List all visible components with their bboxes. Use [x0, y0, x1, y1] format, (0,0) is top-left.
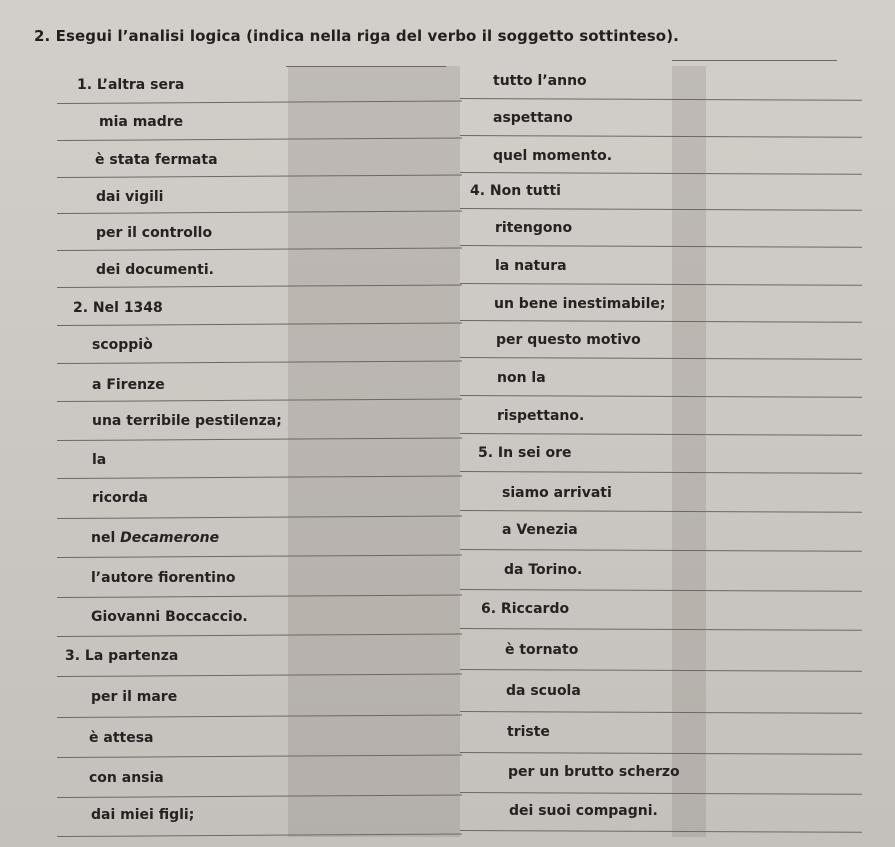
row-divider — [460, 628, 862, 631]
left-cell: per il mare — [91, 689, 178, 705]
row-divider — [460, 792, 862, 795]
right-cell: per un brutto scherzo — [508, 764, 680, 780]
right-cell: 5. In sei ore — [478, 445, 572, 461]
right-cell: da Torino. — [504, 562, 583, 578]
right-cell: dei suoi compagni. — [509, 803, 658, 819]
row-divider — [460, 669, 862, 672]
right-cell: ritengono — [495, 220, 573, 236]
left-cell: la — [92, 452, 107, 468]
row-divider — [460, 98, 862, 101]
answer-column-left — [288, 66, 460, 837]
left-cell: per il controllo — [96, 225, 213, 241]
row-divider — [460, 433, 862, 436]
row-divider — [460, 283, 862, 286]
right-cell: per questo motivo — [496, 332, 641, 348]
right-cell: non la — [497, 370, 546, 386]
right-cell: triste — [507, 724, 550, 740]
right-cell: 6. Riccardo — [481, 601, 570, 617]
row-divider — [460, 395, 862, 398]
left-cell: 2. Nel 1348 — [73, 300, 163, 316]
right-cell: è tornato — [505, 642, 579, 658]
row-divider — [460, 549, 862, 552]
left-cell: 3. La partenza — [65, 648, 179, 664]
left-cell: dei documenti. — [96, 262, 214, 278]
left-cell: mia madre — [99, 114, 184, 130]
left-cell: 1. L’altra sera — [77, 77, 185, 93]
row-divider — [460, 245, 862, 248]
right-cell: siamo arrivati — [502, 485, 612, 501]
row-divider — [460, 510, 862, 513]
row-divider — [286, 66, 446, 67]
row-divider — [460, 752, 862, 755]
left-cell: dai miei figli; — [91, 807, 195, 823]
row-divider — [460, 208, 862, 211]
left-cell: è attesa — [89, 730, 154, 746]
row-divider — [460, 135, 862, 138]
right-cell: 4. Non tutti — [470, 183, 561, 199]
right-cell: un bene inestimabile; — [494, 296, 666, 312]
left-cell: con ansia — [89, 770, 164, 786]
right-cell: a Venezia — [502, 522, 578, 538]
answer-column-right — [672, 66, 706, 837]
row-divider — [460, 830, 862, 833]
row-divider — [460, 471, 862, 474]
left-cell: scoppiò — [92, 337, 153, 353]
exercise-instruction: 2. Esegui l’analisi logica (indica nella riga del verbo il soggetto sottinteso). — [34, 27, 679, 45]
left-cell: l’autore fiorentino — [91, 570, 236, 586]
right-cell: quel momento. — [493, 148, 613, 164]
row-divider — [460, 711, 862, 714]
row-divider — [460, 589, 862, 592]
right-cell: la natura — [495, 258, 567, 274]
left-cell: è stata fermata — [95, 152, 218, 168]
left-cell: una terribile pestilenza; — [92, 413, 282, 429]
left-cell: nel Decamerone — [91, 530, 220, 546]
left-cell: Giovanni Boccaccio. — [91, 609, 248, 625]
left-cell: dai vigili — [96, 189, 164, 205]
right-cell: tutto l’anno — [493, 73, 587, 89]
right-cell: da scuola — [506, 683, 581, 699]
left-cell: a Firenze — [92, 377, 165, 393]
right-cell: rispettano. — [497, 408, 585, 424]
left-cell: ricorda — [92, 490, 148, 506]
row-divider — [460, 172, 862, 175]
row-divider — [460, 357, 862, 360]
right-cell: aspettano — [493, 110, 573, 126]
row-divider — [460, 320, 862, 323]
row-divider — [672, 60, 837, 61]
